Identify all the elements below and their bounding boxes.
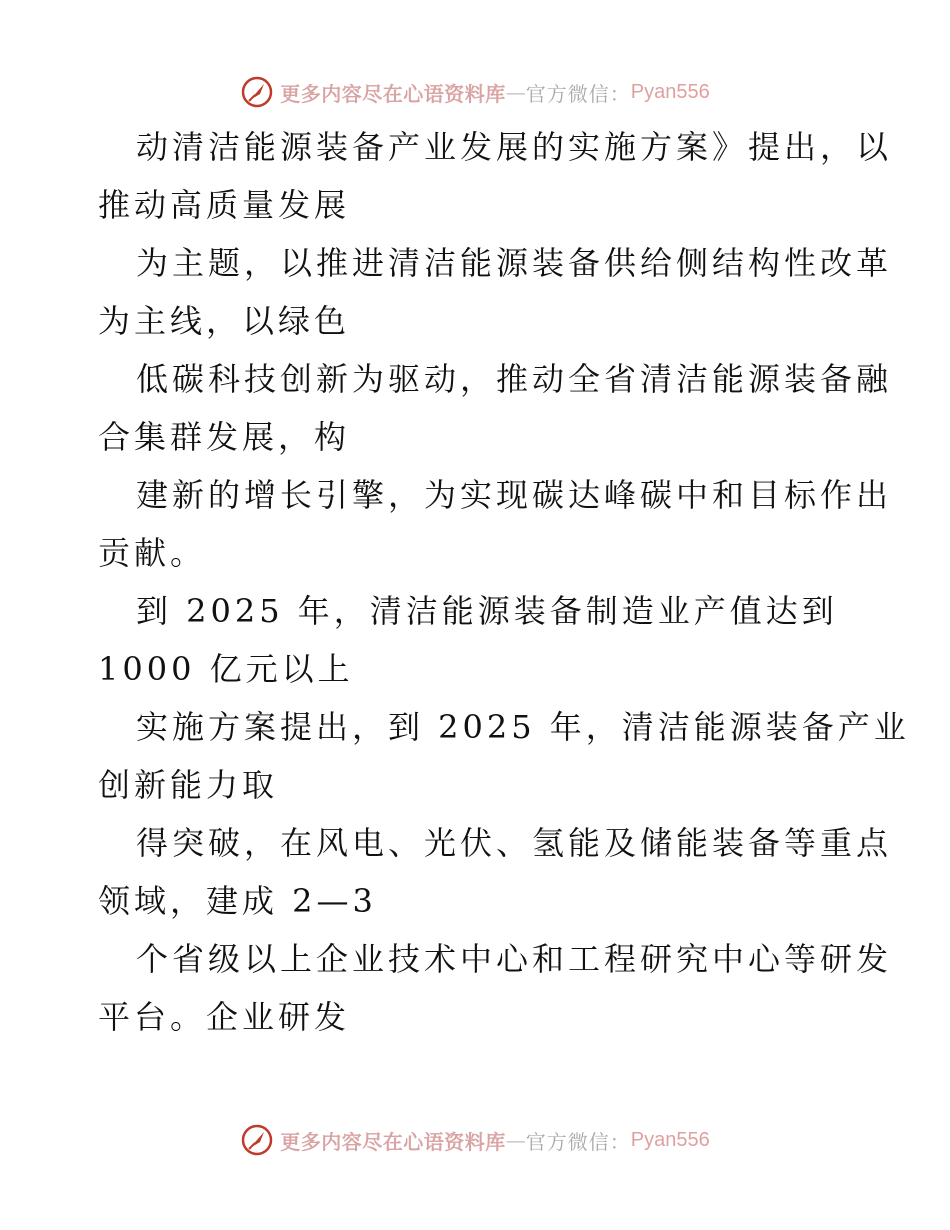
document-body — [98, 118, 910, 1046]
paragraph-line: 建新的增长引擎，为实现碳达峰碳中和目标作出 — [136, 476, 893, 514]
paragraph-line: 为主题，以推进清洁能源装备供给侧结构性改革 — [136, 244, 893, 282]
watermark-dash: — — [505, 80, 526, 104]
watermark-dash: — — [505, 1128, 526, 1152]
paragraph-line: 个省级以上企业技术中心和工程研究中心等研发 — [136, 940, 893, 978]
paragraph-line: 动清洁能源装备产业发展的实施方案》提出，以 — [136, 128, 893, 166]
paragraph-line: 到 2025 年，清洁能源装备制造业产值达到 — [136, 592, 838, 630]
watermark-wechat-id: Pyan556 — [630, 1128, 710, 1151]
watermark-brand: 更多内容尽在心语资料库 — [280, 1129, 506, 1154]
quill-logo-icon — [240, 75, 274, 109]
paragraph-line: 平台。企业研发 — [98, 998, 351, 1036]
paragraph-line: 1000 亿元以上 — [98, 650, 354, 688]
paragraph-line: 低碳科技创新为驱动，推动全省清洁能源装备融 — [136, 360, 893, 398]
footer-watermark — [0, 1120, 950, 1160]
paragraph-line: 为主线，以绿色 — [98, 302, 351, 340]
paragraph-line: 实施方案提出，到 2025 年，清洁能源装备产业 — [136, 708, 910, 746]
paragraph-line: 推动高质量发展 — [98, 186, 351, 224]
paragraph-line: 创新能力取 — [98, 766, 279, 804]
paragraph-line: 得突破，在风电、光伏、氢能及储能装备等重点 — [136, 824, 893, 862]
watermark-brand: 更多内容尽在心语资料库 — [280, 81, 506, 106]
watermark-wechat-label: 官方微信： — [525, 81, 631, 106]
quill-logo-icon — [240, 1123, 274, 1157]
paragraph-line: 合集群发展，构 — [98, 418, 351, 456]
paragraph-line: 贡献。 — [98, 534, 207, 572]
paragraph-line: 领域，建成 2—3 — [98, 882, 377, 920]
watermark-wechat-id: Pyan556 — [630, 80, 710, 103]
watermark-wechat-label: 官方微信： — [525, 1129, 631, 1154]
header-watermark — [0, 72, 950, 112]
